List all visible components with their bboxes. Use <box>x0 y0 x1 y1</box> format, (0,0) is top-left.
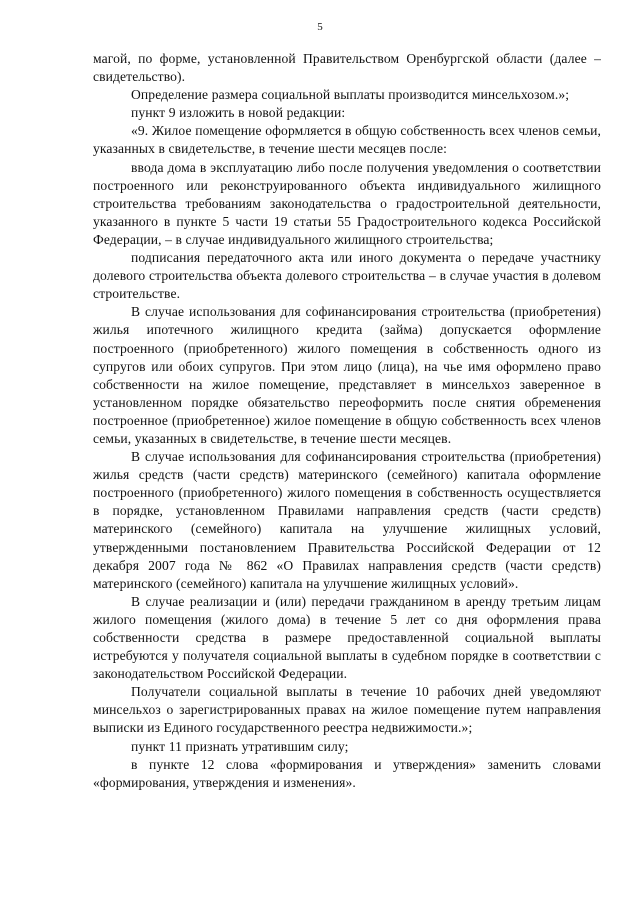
paragraph: в пункте 12 слова «формирования и утверждения» заменить словами «формирования, утверждения и изменения». <box>93 756 601 790</box>
paragraph: Определение размера социальной выплаты производится минсельхозом.»; <box>131 87 570 103</box>
paragraph: ввода дома в эксплуатацию либо после получения уведомления о соответствии построенного или реконструированного объекта индивидуального жилищного строительства требованиям законодательства о градостроительной деятельности, указанного в пункте 5 части 19 статьи 55 Градостроительного кодекса Российской Федерации, – в случае индивидуального жилищного строительства; <box>93 159 601 247</box>
paragraph: В случае реализации и (или) передачи гражданином в аренду третьим лицам жилого помещения (жилого дома) в течение 5 лет со дня оформления права собственности средства в размере предоставленной социальной выплаты истребуются у получателя социальной выплаты в судебном порядке в соответствии с законодательством Российской Федерации. <box>93 593 601 682</box>
document-body <box>93 50 601 792</box>
paragraph: пункт 9 изложить в новой редакции: <box>131 105 346 121</box>
paragraph: «9. Жилое помещение оформляется в общую собственность всех членов семьи, указанных в свидетельстве, в течение шести месяцев после: <box>93 123 601 157</box>
paragraph: Получатели социальной выплаты в течение 10 рабочих дней уведомляют минсельхоз о зарегистрированных правах на жилое помещение путем направления выписки из Единого государственного реестра недвижимости.»; <box>93 684 601 736</box>
page-number: 5 <box>317 21 323 33</box>
paragraph: пункт 11 признать утратившим силу; <box>131 738 349 754</box>
paragraph: подписания передаточного акта или иного документа о передаче участнику долевого строительства объекта долевого строительства – в случае участия в долевом строительстве. <box>93 250 601 302</box>
paragraph: магой, по форме, установленной Правительством Оренбургской области (далее – свидетельство). <box>93 51 601 85</box>
paragraph: В случае использования для софинансирования строительства (приобретения) жилья средств (части средств) материнского (семейного) капитала оформление построенного (приобретенного) жилого помещения в собственность осуществляется в порядке, установленном Правилами направления средств (части средств) материнского (семейного) капитала на улучшение жилищных условий, утвержденными постановлением Правительства Российской Федерации от 12 декабря 2007 года № 862 «О Правилах направления средств (части средств) материнского (семейного) капитала на улучшение жилищных условий». <box>93 449 601 591</box>
paragraph: В случае использования для софинансирования строительства (приобретения) жилья ипотечного жилищного кредита (займа) допускается оформление построенного (приобретенного) жилого помещения в собственность одного из супругов или обоих супругов. При этом лицо (лица), на чье имя оформлено право собственности на жилое помещение, представляет в минсельхоз заверенное в установленном порядке обязательство переоформить после снятия обременения построенное (приобретенное) жилое помещение в общую собственность всех членов семьи, указанных в свидетельстве, в течение шести месяцев. <box>93 304 601 446</box>
